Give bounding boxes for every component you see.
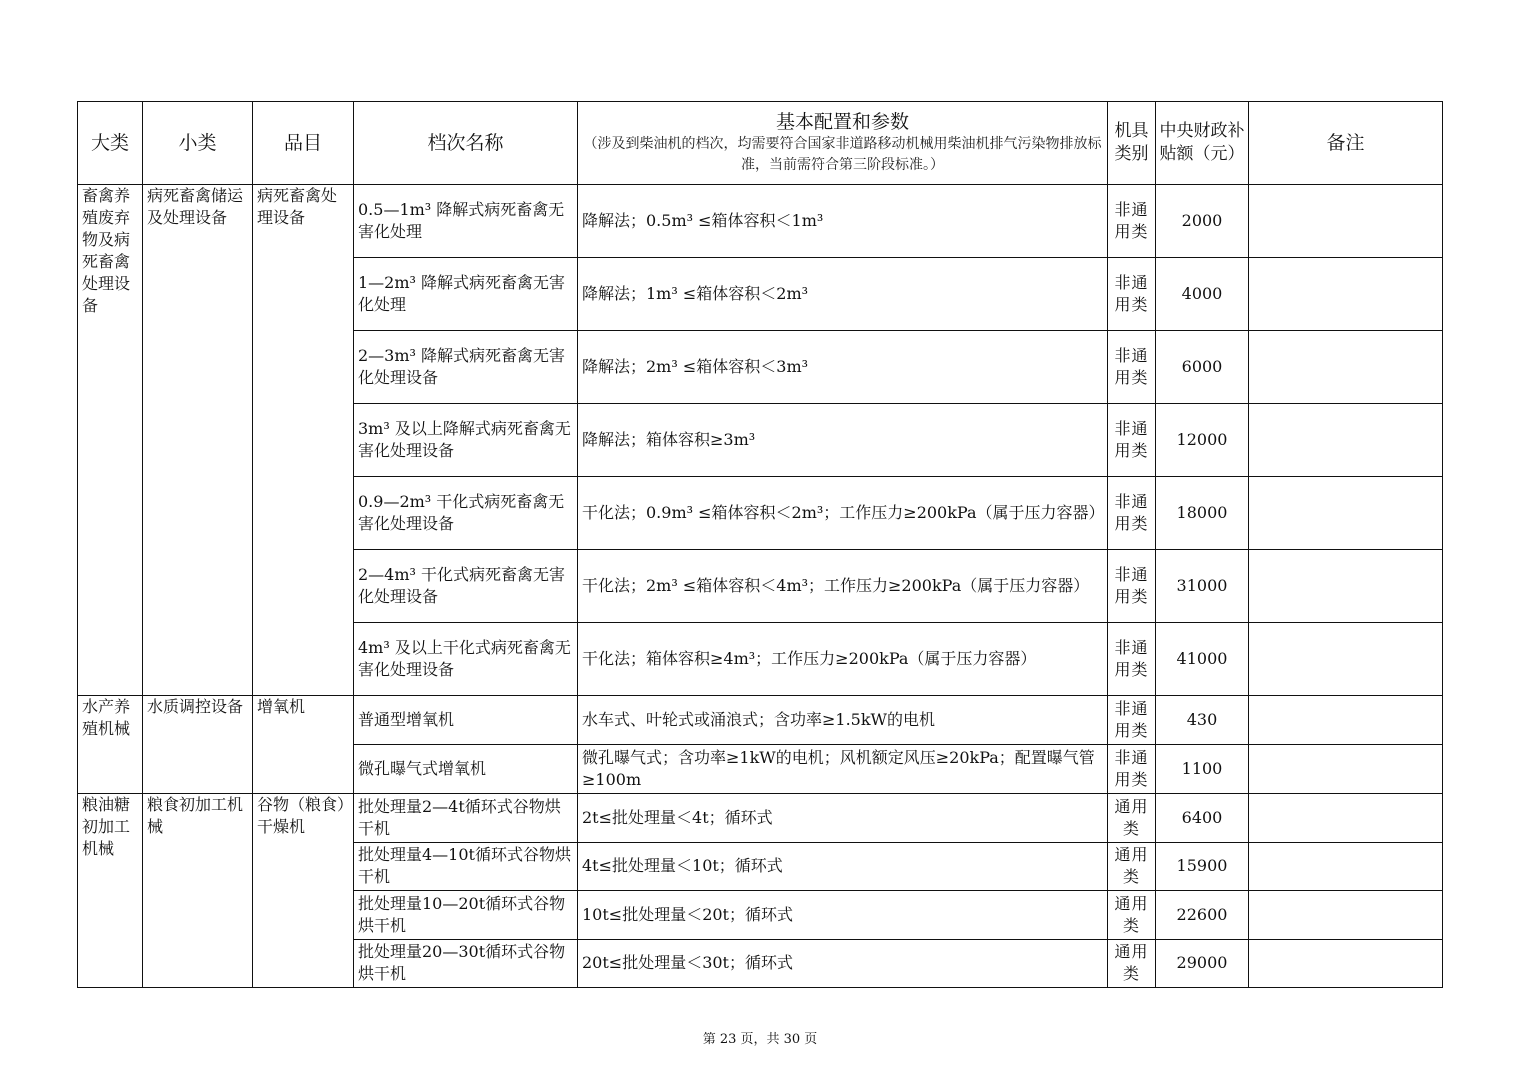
major-category-cell: 粮油糖初加工机械: [78, 794, 143, 988]
subsidy-amount-cell: 22600: [1156, 891, 1249, 940]
major-category-cell: 畜禽养殖废弃物及病死畜禽处理设备: [78, 185, 143, 696]
header-config-note: （涉及到柴油机的档次，均需要符合国家非道路移动机械用柴油机排气污染物排放标准，当前需符合第三阶段标准。）: [583, 136, 1102, 173]
remarks-cell: [1249, 696, 1443, 745]
machine-type-cell: 通用类: [1108, 939, 1156, 988]
machine-type-cell: 非通用类: [1108, 477, 1156, 550]
machine-type-cell: 非通用类: [1108, 550, 1156, 623]
machine-type-cell: 通用类: [1108, 842, 1156, 891]
remarks-cell: [1249, 550, 1443, 623]
tier-name-cell: 批处理量4—10t循环式谷物烘干机: [354, 842, 578, 891]
subsidy-amount-cell: 31000: [1156, 550, 1249, 623]
header-sub-category: 小类: [143, 102, 253, 185]
remarks-cell: [1249, 185, 1443, 258]
subsidy-amount-cell: 41000: [1156, 623, 1249, 696]
machine-type-cell: 非通用类: [1108, 745, 1156, 794]
remarks-cell: [1249, 939, 1443, 988]
machine-type-cell: 通用类: [1108, 794, 1156, 843]
remarks-cell: [1249, 745, 1443, 794]
header-major-category: 大类: [78, 102, 143, 185]
remarks-cell: [1249, 331, 1443, 404]
sub-category-cell: 病死畜禽储运及处理设备: [143, 185, 253, 696]
remarks-cell: [1249, 477, 1443, 550]
table-row: [78, 696, 1443, 745]
tier-name-cell: 2—3m³ 降解式病死畜禽无害化处理设备: [354, 331, 578, 404]
subsidy-table: [77, 101, 1443, 988]
subsidy-amount-cell: 1100: [1156, 745, 1249, 794]
tier-name-cell: 2—4m³ 干化式病死畜禽无害化处理设备: [354, 550, 578, 623]
subsidy-amount-cell: 6000: [1156, 331, 1249, 404]
header-machine-type: 机具类别: [1108, 102, 1156, 185]
item-cell: 增氧机: [253, 696, 354, 794]
machine-type-cell: 非通用类: [1108, 623, 1156, 696]
remarks-cell: [1249, 842, 1443, 891]
machine-type-cell: 非通用类: [1108, 331, 1156, 404]
config-cell: 干化法；箱体容积≥4m³；工作压力≥200kPa（属于压力容器）: [578, 623, 1108, 696]
config-cell: 10t≤批处理量＜20t；循环式: [578, 891, 1108, 940]
subsidy-amount-cell: 15900: [1156, 842, 1249, 891]
config-cell: 降解法；0.5m³ ≤箱体容积＜1m³: [578, 185, 1108, 258]
subsidy-amount-cell: 6400: [1156, 794, 1249, 843]
remarks-cell: [1249, 623, 1443, 696]
remarks-cell: [1249, 258, 1443, 331]
table-row: [78, 185, 1443, 258]
config-cell: 干化法；2m³ ≤箱体容积＜4m³；工作压力≥200kPa（属于压力容器）: [578, 550, 1108, 623]
header-tier-name: 档次名称: [354, 102, 578, 185]
config-cell: 降解法；1m³ ≤箱体容积＜2m³: [578, 258, 1108, 331]
remarks-cell: [1249, 891, 1443, 940]
remarks-cell: [1249, 794, 1443, 843]
tier-name-cell: 微孔曝气式增氧机: [354, 745, 578, 794]
item-cell: 谷物（粮食）干燥机: [253, 794, 354, 988]
table-row: [78, 794, 1443, 843]
header-config: [578, 102, 1108, 185]
config-cell: 4t≤批处理量＜10t；循环式: [578, 842, 1108, 891]
tier-name-cell: 普通型增氧机: [354, 696, 578, 745]
header-remarks: 备注: [1249, 102, 1443, 185]
machine-type-cell: 非通用类: [1108, 185, 1156, 258]
subsidy-amount-cell: 4000: [1156, 258, 1249, 331]
subsidy-amount-cell: 29000: [1156, 939, 1249, 988]
table-body: [78, 185, 1443, 988]
config-cell: 20t≤批处理量＜30t；循环式: [578, 939, 1108, 988]
header-item: 品目: [253, 102, 354, 185]
tier-name-cell: 批处理量20—30t循环式谷物烘干机: [354, 939, 578, 988]
item-cell: 病死畜禽处理设备: [253, 185, 354, 696]
config-cell: 干化法；0.9m³ ≤箱体容积＜2m³；工作压力≥200kPa（属于压力容器）: [578, 477, 1108, 550]
tier-name-cell: 批处理量10—20t循环式谷物烘干机: [354, 891, 578, 940]
tier-name-cell: 0.9—2m³ 干化式病死畜禽无害化处理设备: [354, 477, 578, 550]
tier-name-cell: 1—2m³ 降解式病死畜禽无害化处理: [354, 258, 578, 331]
config-cell: 2t≤批处理量＜4t；循环式: [578, 794, 1108, 843]
table-header-row: [78, 102, 1443, 185]
subsidy-amount-cell: 12000: [1156, 404, 1249, 477]
machine-type-cell: 非通用类: [1108, 696, 1156, 745]
major-category-cell: 水产养殖机械: [78, 696, 143, 794]
tier-name-cell: 批处理量2—4t循环式谷物烘干机: [354, 794, 578, 843]
subsidy-amount-cell: 2000: [1156, 185, 1249, 258]
config-cell: 水车式、叶轮式或涌浪式；含功率≥1.5kW的电机: [578, 696, 1108, 745]
tier-name-cell: 4m³ 及以上干化式病死畜禽无害化处理设备: [354, 623, 578, 696]
tier-name-cell: 3m³ 及以上降解式病死畜禽无害化处理设备: [354, 404, 578, 477]
page-number: 第 23 页，共 30 页: [702, 1032, 818, 1047]
machine-type-cell: 非通用类: [1108, 258, 1156, 331]
config-cell: 降解法；箱体容积≥3m³: [578, 404, 1108, 477]
sub-category-cell: 水质调控设备: [143, 696, 253, 794]
tier-name-cell: 0.5—1m³ 降解式病死畜禽无害化处理: [354, 185, 578, 258]
header-subsidy: 中央财政补贴额（元）: [1156, 102, 1249, 185]
header-config-title: 基本配置和参数: [775, 111, 909, 133]
config-cell: 降解法；2m³ ≤箱体容积＜3m³: [578, 331, 1108, 404]
sub-category-cell: 粮食初加工机械: [143, 794, 253, 988]
config-cell: 微孔曝气式；含功率≥1kW的电机；风机额定风压≥20kPa；配置曝气管≥100m: [578, 745, 1108, 794]
machine-type-cell: 非通用类: [1108, 404, 1156, 477]
remarks-cell: [1249, 404, 1443, 477]
subsidy-amount-cell: 18000: [1156, 477, 1249, 550]
subsidy-amount-cell: 430: [1156, 696, 1249, 745]
machine-type-cell: 通用类: [1108, 891, 1156, 940]
